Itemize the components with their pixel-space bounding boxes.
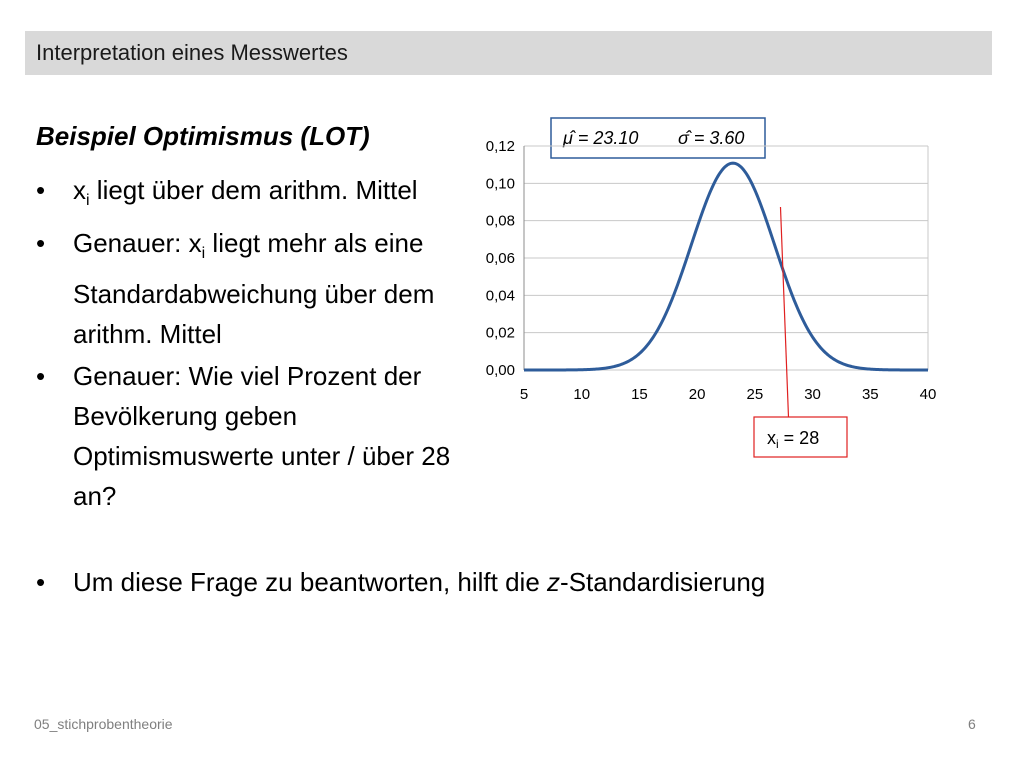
bullet-dot: • — [36, 175, 46, 205]
x-tick-label: 25 — [746, 386, 764, 403]
bullet-text-rest: liegt über dem arithm. Mittel — [89, 175, 418, 205]
density-curve — [524, 163, 928, 370]
x-axis-ticks — [520, 386, 937, 403]
slide-title: Interpretation eines Messwertes — [36, 40, 348, 65]
bullet-dot: • — [36, 361, 46, 392]
y-tick-label: 0,08 — [485, 212, 515, 230]
mu-label: μ̂ = 23.10 — [563, 128, 639, 148]
y-tick-label: 0,12 — [485, 138, 515, 155]
marker-label-sub: i — [776, 437, 779, 451]
marker-line — [780, 207, 788, 417]
x-tick-label: 35 — [861, 386, 879, 403]
bullet-text: Genauer: Wie viel Prozent der Bevölkerung geben Optimismuswerte unter / über 28 an? — [73, 361, 451, 512]
page-number: 6 — [968, 716, 976, 732]
bullet-subscript: i — [86, 192, 90, 210]
marker-label-value: = 28 — [778, 428, 820, 448]
bullet-text: x — [73, 175, 86, 205]
bullet-text-rest: liegt mehr als eine Standardabweichung über dem arithm. Mittel — [73, 228, 435, 350]
x-tick-label: 30 — [804, 386, 821, 403]
y-tick-label: 0,00 — [485, 362, 515, 379]
bullet-italic-z: z — [547, 567, 561, 597]
y-axis-ticks — [486, 138, 515, 379]
x-tick-label: 40 — [919, 386, 937, 403]
x-tick-label: 20 — [688, 386, 706, 403]
footer-filename: 05_stichprobentheorie — [34, 716, 173, 732]
y-tick-label: 0,04 — [485, 287, 515, 305]
marker-label — [767, 428, 819, 451]
y-tick-label: 0,02 — [485, 324, 515, 342]
slide-heading: Beispiel Optimismus (LOT) — [36, 121, 370, 151]
bullet-dot: • — [36, 567, 46, 597]
bullet-dot: • — [36, 228, 46, 259]
bullet-text: Um diese Frage zu beantworten, hilft die — [73, 567, 548, 597]
x-tick-label: 10 — [573, 386, 591, 403]
x-tick-label: 5 — [519, 386, 529, 403]
bullet-subscript: i — [201, 245, 206, 263]
y-tick-label: 0,06 — [485, 250, 515, 267]
marker-label-x: x — [767, 428, 776, 448]
bullet-text-rest: -Standardisierung — [560, 567, 766, 597]
sigma-label: σ̂ = 3.60 — [678, 128, 745, 148]
x-tick-label: 15 — [631, 386, 648, 403]
chart-grid — [524, 146, 928, 370]
y-tick-label: 0,10 — [485, 175, 515, 193]
bullet-text: Genauer: x — [73, 228, 202, 259]
